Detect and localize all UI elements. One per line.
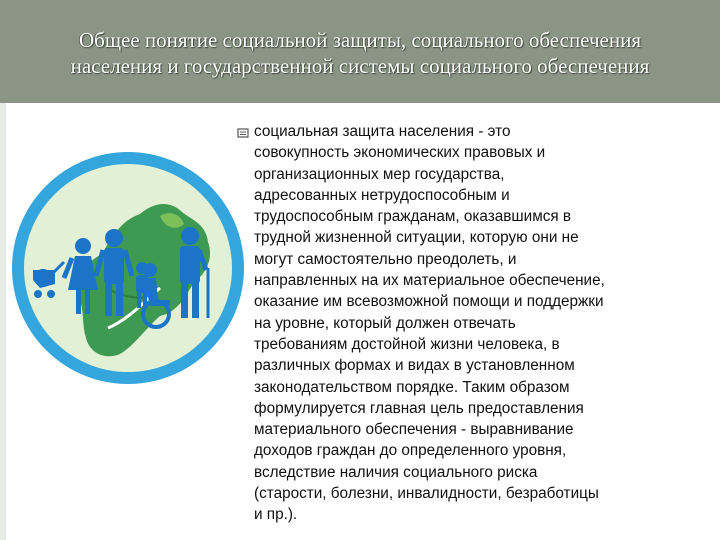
definition-line: совокупность экономических правовых и <box>254 144 546 162</box>
slide-title-line-1: Общее понятие социальной защиты, социального обеспечения <box>79 27 641 52</box>
definition-line: требованиям достойной жизни человека, в <box>254 335 560 353</box>
definition-line: трудоспособным гражданам, оказавшимся в <box>254 208 572 226</box>
definition-line: законодательством порядке. Таким образом <box>254 378 570 396</box>
definition-line: вследствие наличия социального риска <box>254 463 538 481</box>
definition-line: различных формах и видах в установленном <box>254 357 575 375</box>
bullet-icon <box>237 126 249 138</box>
definition-line: (старости, болезни, инвалидности, безработицы <box>254 485 599 503</box>
definition-text <box>254 121 712 526</box>
definition-line: трудной жизненной ситуации, которую они не <box>254 229 579 247</box>
definition-line: формулируется главная цель предоставления <box>254 399 584 417</box>
social-protection-emblem-icon <box>10 150 246 386</box>
definition-line: адресованных нетрудоспособным и <box>254 186 510 204</box>
definition-line: могут самостоятельно преодолеть, и <box>254 250 517 268</box>
definition-line: на уровне, который должен отвечать <box>254 314 516 332</box>
slide-title-banner <box>0 0 720 103</box>
definition-line: организационных мер государства, <box>254 165 505 183</box>
definition-line: направленных на их материальное обеспечение, <box>254 272 605 290</box>
definition-line: и пр.). <box>254 506 298 524</box>
definition-line: доходов граждан до определенного уровня, <box>254 442 567 460</box>
slide-title-line-2: населения и государственной системы социального обеспечения <box>70 53 650 78</box>
definition-line: оказание им всевозможной помощи и поддержки <box>254 293 604 311</box>
definition-line: материального обеспечения - выравнивание <box>254 421 574 439</box>
definition-line: социальная защита населения - это <box>254 123 511 140</box>
left-accent-bar <box>0 103 6 540</box>
